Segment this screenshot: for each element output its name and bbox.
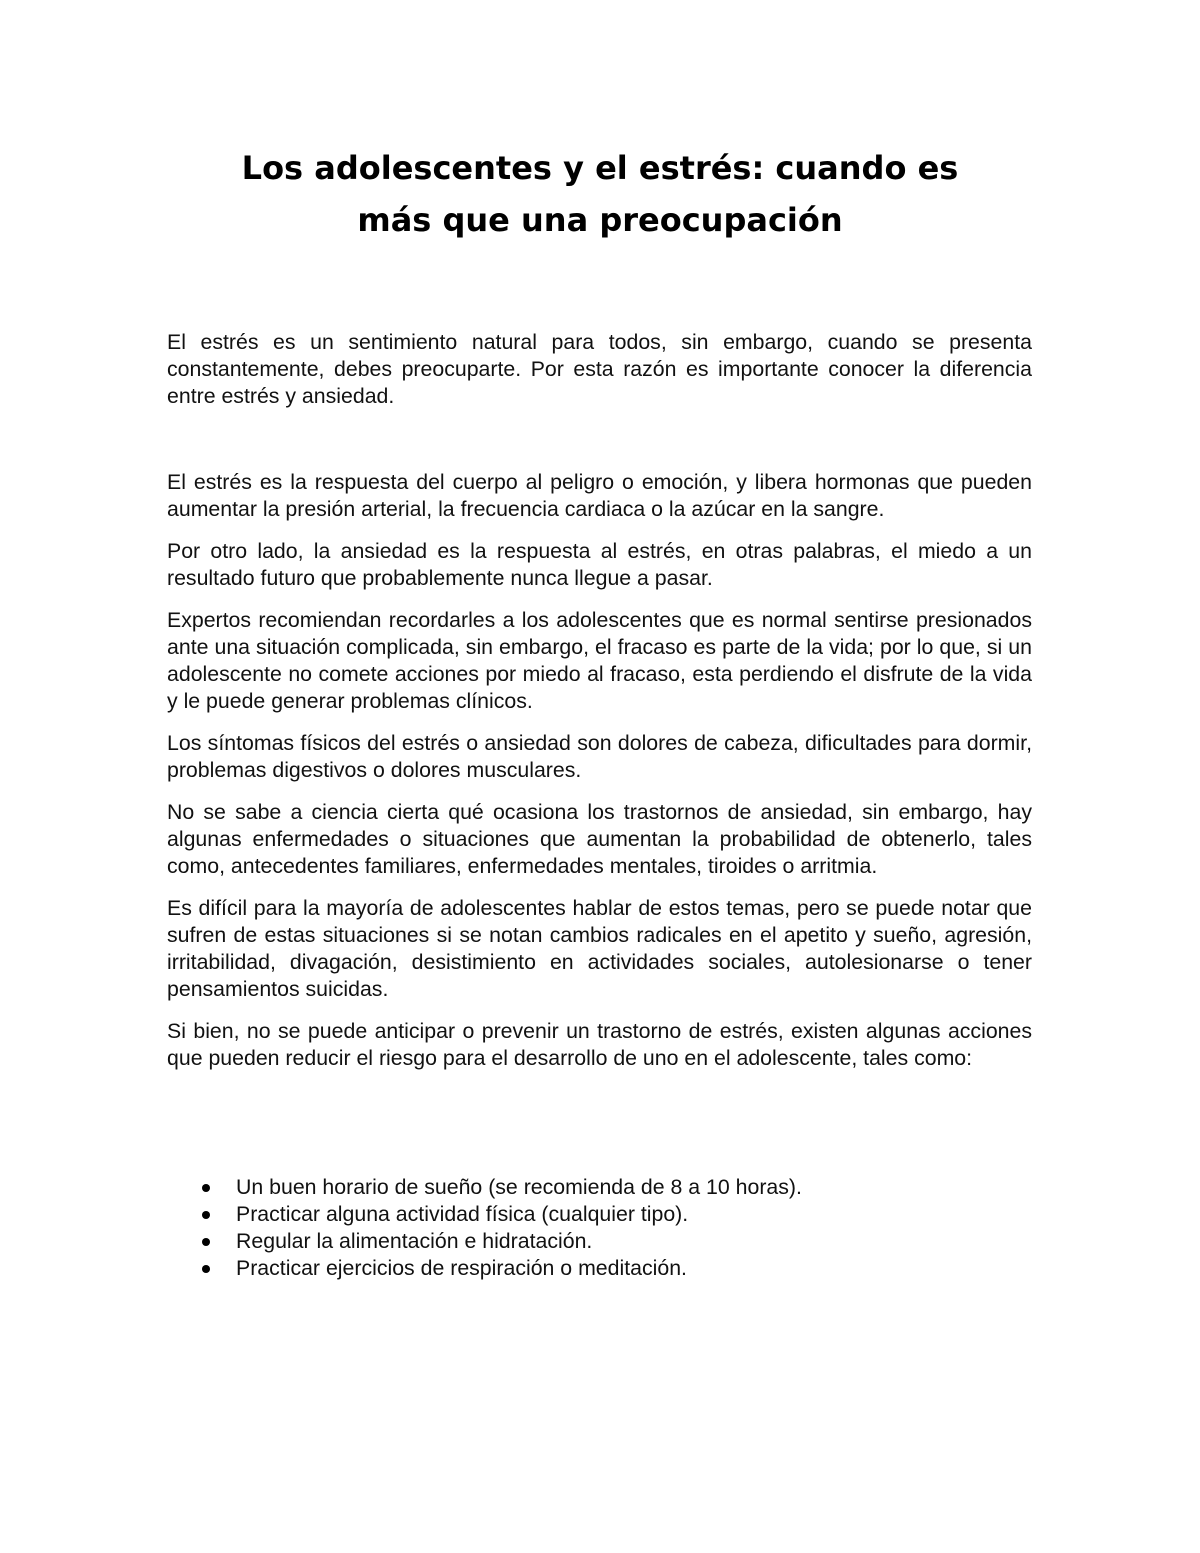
paragraph: Los síntomas físicos del estrés o ansiedad son dolores de cabeza, dificultades para dormir, problemas digestivos o dolores musculares. [167, 731, 1032, 782]
bullet-icon [202, 1265, 210, 1273]
bullet-icon [202, 1238, 210, 1246]
bullet-icon [202, 1184, 210, 1192]
paragraph: Por otro lado, la ansiedad es la respuesta al estrés, en otras palabras, el miedo a un resultado futuro que probablemente nunca llegue a pasar. [167, 539, 1032, 590]
paragraph: Si bien, no se puede anticipar o prevenir un trastorno de estrés, existen algunas acciones que pueden reducir el riesgo para el desarrollo de uno en el adolescente, tales como: [167, 1019, 1032, 1070]
list-item-text: Regular la alimentación e hidratación. [236, 1229, 593, 1253]
list-item [167, 1228, 1032, 1255]
list-item-text: Practicar alguna actividad física (cualquier tipo). [236, 1202, 689, 1226]
title-line-1: Los adolescentes y el estrés: cuando es [241, 149, 959, 187]
document-title [168, 142, 1032, 246]
title-line-2: más que una preocupación [357, 201, 843, 239]
list-item [167, 1174, 1032, 1201]
list-item-text: Un buen horario de sueño (se recomienda de 8 a 10 horas). [236, 1175, 802, 1199]
list-item [167, 1201, 1032, 1228]
paragraph-block-intro [167, 329, 1032, 410]
list-item-text: Practicar ejercicios de respiración o meditación. [236, 1256, 687, 1280]
paragraph-block-main [167, 469, 1032, 1072]
paragraph: No se sabe a ciencia cierta qué ocasiona los trastornos de ansiedad, sin embargo, hay algunas enfermedades o situaciones que aumentan la probabilidad de obtenerlo, tales como, antecedentes familiares, enfermedades mentales, tiroides o arritmia. [167, 800, 1032, 878]
paragraph: El estrés es un sentimiento natural para todos, sin embargo, cuando se presenta constantemente, debes preocuparte. Por esta razón es importante conocer la diferencia entre estrés y ansiedad. [167, 330, 1032, 408]
paragraph: El estrés es la respuesta del cuerpo al peligro o emoción, y libera hormonas que pueden aumentar la presión arterial, la frecuencia cardiaca o la azúcar en la sangre. [167, 470, 1032, 521]
paragraph: Es difícil para la mayoría de adolescentes hablar de estos temas, pero se puede notar que sufren de estas situaciones si se notan cambios radicales en el apetito y sueño, agresión, irritabilidad, divagación, desistimiento en actividades sociales, autolesionarse o tener pensamientos suicidas. [167, 896, 1032, 1001]
list-item [167, 1255, 1032, 1282]
bullet-icon [202, 1211, 210, 1219]
paragraph: Expertos recomiendan recordarles a los adolescentes que es normal sentirse presionados ante una situación complicada, sin embargo, el fracaso es parte de la vida; por lo que, si un adolescente no comete acciones por miedo al fracaso, esta perdiendo el disfrute de la vida y le puede generar problemas clínicos. [167, 608, 1032, 713]
recommendations-list [167, 1174, 1032, 1282]
